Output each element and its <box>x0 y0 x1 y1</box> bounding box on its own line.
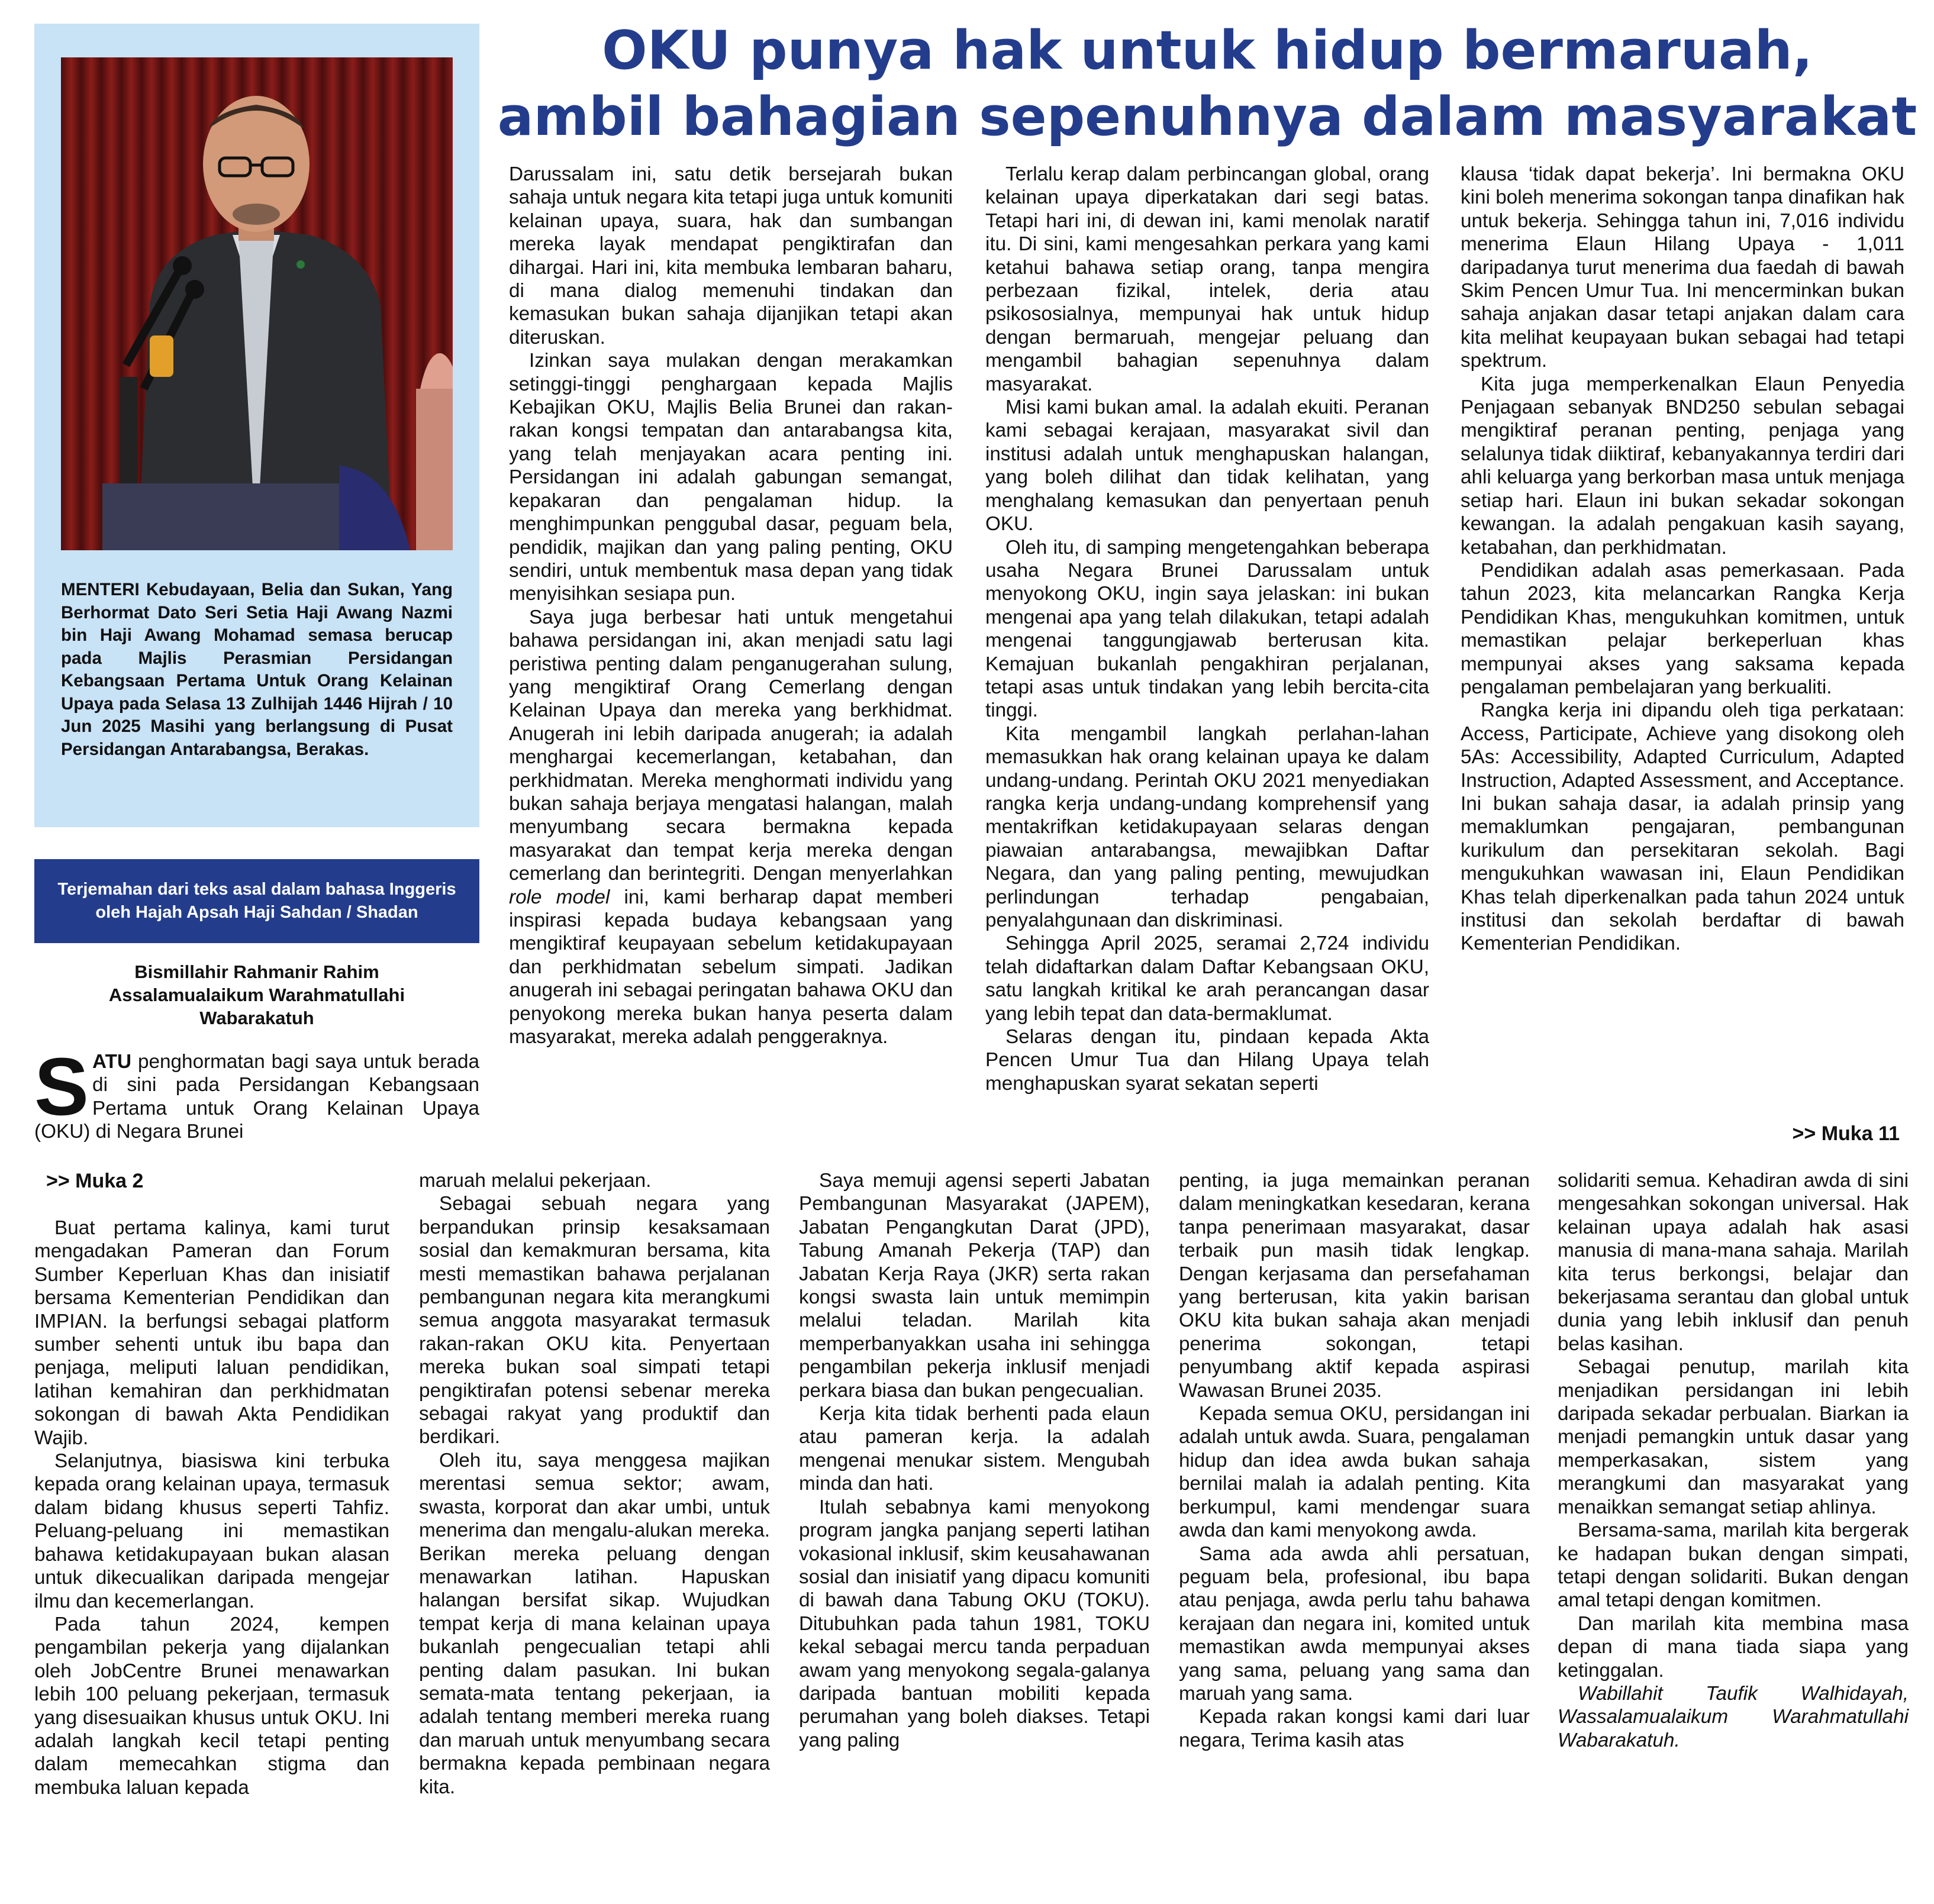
paragraph: Buat pertama kalinya, kami turut mengadakan Pameran dan Forum Sumber Keperluan Khas dan inisiatif bersama Kementerian Pendidikan dan IMPIAN. Ia berfungsi sebagai platform sumber sehenti untuk ibu bapa dan penjaga, meliputi laluan pendidikan, latihan kemahiran dan perkhidmatan sokongan di bawah Akta Pendidikan Wajib. <box>34 1217 389 1449</box>
paragraph <box>509 606 953 1049</box>
paragraph-part: Saya juga berbesar hati untuk mengetahui bahawa persidangan ini, akan menjadi satu lagi peristiwa penting dalam penganugerahan sulung, yang mengiktiraf Orang Cemerlang dengan Kelainan Upaya dan mereka yang berkhidmat. Anugerah ini lebih daripada anugerah; ia adalah menghargai kecemerlangan, ketabahan, dan perkhidmatan. Mereka menghormati individu yang bukan sahaja berjaya mengatasi halangan, malah menyumbang secara bermakna kepada masyarakat dan tempat kerja mereka dengan cemerlang dan berintegriti. Dengan menyerlahkan <box>509 606 953 885</box>
salutation <box>34 960 479 1030</box>
paragraph: Darussalam ini, satu detik bersejarah bukan sahaja untuk negara kita tetapi juga untuk komuniti kelainan upaya, suara, hak dan sumbangan mereka layak mendapat pengiktirafan dan dihargai. Hari ini, kita membuka lembaran baharu, di mana dialog memenuhi tindakan dan kemasukan bukan sahaja dijanjikan tetapi akan diteruskan. <box>509 163 953 348</box>
headline <box>497 18 1917 150</box>
intro-text <box>34 1041 479 1144</box>
bottom-column-2 <box>419 1169 770 1799</box>
paragraph: Izinkan saya mulakan dengan merakamkan setinggi-tinggi penghargaan kepada Majlis Kebajikan OKU, Majlis Belia Brunei dan rakan-rakan kongsi tempatan dan antarabangsa kita, yang telah menjayakan acara penting ini. Persidangan ini adalah gabungan semangat, kepakaran dan pengalaman hidup. Ia menghimpunkan penggubal dasar, peguam bela, pendidik, majikan dan yang paling penting, OKU sendiri, untuk membentuk masa depan yang tidak menyisihkan sesiapa pun. <box>509 350 953 605</box>
paragraph: Sebagai sebuah negara yang berpandukan prinsip kesaksamaan sosial dan kemakmuran bersama, kita mesti memastikan bahawa perjalanan pembangunan negara kita merangkumi semua anggota masyarakat termasuk rakan-rakan OKU kita. Penyertaan mereka bukan soal simpati tetapi pengiktirafan potensi sebenar mereka sebagai rakyat yang produktif dan berdikari. <box>419 1193 770 1448</box>
paragraph: Oleh itu, saya menggesa majikan merentasi semua sektor; awam, swasta, korporat dan akar umbi, untuk menerima dan mengalu-alukan mereka. Berikan mereka peluang dengan menawarkan latihan. Hapuskan halangan bersifat sikap. Wujudkan tempat kerja di mana kelainan upaya bukanlah pengecualian tetapi ahli penting dalam pasukan. Ini bukan semata-mata tentang pekerjaan, ia adalah tentang memberi mereka ruang dan maruah untuk menyumbang secara bermakna kepada pembinaan negara kita. <box>419 1449 770 1798</box>
intro-rest: penghormatan bagi saya untuk berada di sini pada Persidangan Kebangsaan Pertama untuk Orang Kelainan Upaya (OKU) di Negara Brunei <box>34 1051 479 1143</box>
paragraph: Kita mengambil langkah perlahan-lahan memasukkan hak orang kelainan upaya ke dalam undang-undang. Perintah OKU 2021 menyediakan rangka kerja undang-undang komprehensif yang mentakrifkan ketidakupayaan selaras dengan piawaian antarabangsa, mewajibkan Daftar Negara, dan yang paling penting, mewujudkan perlindungan terhadap pengabaian, penyalahgunaan dan diskriminasi. <box>985 722 1429 931</box>
paragraph: penting, ia juga memainkan peranan dalam meningkatkan kesedaran, kerana tanpa penerimaan masyarakat, dasar terbaik pun masih tidak lengkap. Dengan kerjasama dan persefahaman yang berterusan, kita yakin barisan OKU kita bukan sahaja akan menjadi penerima sokongan, tetapi penyumbang aktif kepada aspirasi Wawasan Brunei 2035. <box>1179 1170 1530 1402</box>
drop-cap: S <box>34 1041 89 1132</box>
paragraph: Dan marilah kita membina masa depan di mana tiada siapa yang ketinggalan. <box>1558 1612 1909 1682</box>
paragraph: Pada tahun 2024, kempen pengambilan pekerja yang dijalankan oleh JobCentre Brunei menawarkan lebih 100 peluang pekerjaan, termasuk yang disesuaikan khusus untuk OKU. Ini adalah langkah kecil tetapi penting dalam memecahkan stigma dan membuka laluan kepada <box>34 1613 389 1799</box>
paragraph: Kita juga memperkenalkan Elaun Penyedia Penjagaan sebanyak BND250 sebulan sebagai mengiktiraf peranan penting, penjaga yang selalunya tidak diiktiraf, kebanyakannya terdiri dari ahli keluarga yang berkorban masa untuk menjaga setiap hari. Elaun ini bukan sekadar sokongan kewangan. Ia adalah pengakuan kasih sayang, ketabahan, dan perkhidmatan. <box>1461 373 1904 559</box>
paragraph: Sehingga April 2025, seramai 2,724 individu telah didaftarkan dalam Daftar Kebangsaan OKU, satu langkah kritikal ke arah perancangan dasar yang lebih tepat dan data-bermaklumat. <box>985 932 1429 1025</box>
paragraph: Kepada semua OKU, persidangan ini adalah untuk awda. Suara, pengalaman hidup dan idea awda bukan sahaja bernilai malah ia adalah penting. Kita berkumpul, kami mendengar suara awda dan kami menyokong awda. <box>1179 1403 1530 1542</box>
bottom-column-5 <box>1558 1169 1909 1752</box>
paragraph: solidariti semua. Kehadiran awda di sini mengesahkan sokongan universal. Hak kelainan upaya adalah hak asasi manusia di mana-mana sahaja. Marilah kita terus berkongsi, belajar dan bekerjasama serantau dan global untuk dunia yang lebih inklusif dan penuh belas kasihan. <box>1558 1170 1909 1355</box>
top-column-2 <box>985 163 1429 1095</box>
bottom-column-1 <box>34 1216 389 1799</box>
paragraph-part: ini, kami berharap dapat memberi inspirasi kepada budaya kebangsaan yang mengiktiraf keupayaan sebelum ketidakupayaan dan perkhidmatan sebelum simpati. Jadikan anugerah ini sebagai peringatan bahawa OKU dan penyokong mereka bukan hanya peserta dalam masyarakat, mereka adalah penggeraknya. <box>509 886 953 1048</box>
jump-muka-11[interactable]: >> Muka 11 <box>1792 1122 1900 1145</box>
emphasis-role-model: role model <box>509 886 610 908</box>
intro-first-word: ATU <box>92 1051 132 1073</box>
minister-photo <box>61 57 453 550</box>
salutation-line-3: Wabarakatuh <box>199 1008 314 1028</box>
paragraph: Pendidikan adalah asas pemerkasaan. Pada tahun 2023, kita melancarkan Rangka Kerja Pendidikan Khas, mengukuhkan komitmen, untuk memastikan pelajar berkeperluan khas mempunyai akses yang saksama kepada pengalaman pembelajaran yang berkualiti. <box>1461 559 1904 698</box>
paragraph: maruah melalui pekerjaan. <box>419 1170 652 1192</box>
paragraph: klausa ‘tidak dapat bekerja’. Ini bermakna OKU kini boleh menerima sokongan tanpa dinafikan hak untuk bekerja. Sehingga tahun ini, 7,016 individu menerima Elaun Hilang Upaya - 1,011 daripadanya turut menerima dua faedah di bawah Skim Pencen Umur Tua. Ini mencerminkan bukan sahaja anjakan dasar tetapi anjakan dalam cara kita melihat keupayaan bukan sebagai had tetapi spektrum. <box>1461 163 1904 372</box>
salutation-line-2: Assalamualaikum Warahmatullahi <box>108 985 405 1005</box>
translation-note-box <box>34 859 479 943</box>
paragraph: Itulah sebabnya kami menyokong program jangka panjang seperti latihan vokasional inklusif, skim keusahawanan sosial dan inisiatif yang dipacu komuniti di bawah dana Tabung OKU (TOKU). Ditubuhkan pada tahun 1981, TOKU kekal sebagai mercu tanda perpaduan awam yang menyokong segala-galanya daripada bantuan mobiliti kepada perumahan yang boleh diakses. Tetapi yang paling <box>799 1496 1150 1751</box>
paragraph: Sebagai penutup, marilah kita menjadikan persidangan ini lebih daripada sekadar perbualan. Biarkan ia menjadi pemangkin untuk dasar yang memperkasakan, sistem yang merangkumi dan masyarakat yang menaikkan semangat setiap ahlinya. <box>1558 1356 1909 1518</box>
paragraph: Kerja kita tidak berhenti pada elaun atau pameran kerja. Ia adalah mengenai menukar sistem. Mengubah minda dan hati. <box>799 1403 1150 1495</box>
paragraph: Oleh itu, di samping mengetengahkan beberapa usaha Negara Brunei Darussalam untuk menyokong OKU, ingin saya jelaskan: ini bukan mengenai apa yang telah dilakukan, tetapi adalah mengenai tanggungjawab berterusan kita. Kemajuan bukanlah pengakhiran perjalanan, tetapi asas untuk tindakan yang lebih bercita-cita tinggi. <box>985 536 1429 722</box>
bottom-column-4 <box>1179 1169 1530 1752</box>
paragraph: Sama ada awda ahli persatuan, peguam bela, profesional, ibu bapa atau penjaga, awda perlu tahu bahawa kerajaan dan negara ini, komited untuk memastikan awda mempunyai akses yang sama, peluang yang sama dan maruah yang sama. <box>1179 1542 1530 1705</box>
top-column-1 <box>509 163 953 1048</box>
paragraph: Misi kami bukan amal. Ia adalah ekuiti. Peranan kami sebagai kerajaan, masyarakat sivil dan institusi adalah untuk menghapuskan halangan, yang boleh dilihat dan tidak kelihatan, yang menghalang kemasukan dan penyertaan penuh OKU. <box>985 396 1429 535</box>
paragraph: Selaras dengan itu, pindaan kepada Akta Pencen Umur Tua dan Hilang Upaya telah menghapuskan syarat sekatan seperti <box>985 1026 1429 1095</box>
intro-paragraph <box>34 1041 479 1144</box>
headline-line-2: ambil bahagian sepenuhnya dalam masyarakat <box>497 86 1917 148</box>
paragraph: Terlalu kerap dalam perbincangan global, orang kelainan upaya diperkatakan dari segi batas. Tetapi hari ini, di dewan ini, kami menolak naratif itu. Di sini, kami mengesahkan perkara yang kami ketahui bahawa setiap orang, tanpa mengira perbezaan fizikal, intelek, deria atau psikososialnya, mempunyai hak untuk hidup dengan bermaruah, mengejar peluang dan mengambil bahagian sepenuhnya dalam masyarakat. <box>985 163 1429 395</box>
photo-caption: MENTERI Kebudayaan, Belia dan Sukan, Yang Berhormat Dato Seri Setia Haji Awang Nazmi bin Haji Awang Mohamad semasa berucap pada Majlis Perasmian Persidangan Kebangsaan Pertama Untuk Orang Kelainan Upaya pada Selasa 13 Zulhijah 1446 Hijrah / 10 Jun 2025 Masihi yang berlangsung di Pusat Persidangan Antarabangsa, Berakas. <box>61 580 453 759</box>
headline-line-1: OKU punya hak untuk hidup bermaruah, <box>602 20 1813 82</box>
translation-note: Terjemahan dari teks asal dalam bahasa Inggeris oleh Hajah Apsah Haji Sahdan / Shadan <box>57 880 456 922</box>
top-column-3 <box>1461 163 1904 956</box>
jump-muka-2[interactable]: >> Muka 2 <box>46 1170 144 1192</box>
bottom-column-3 <box>799 1169 1150 1752</box>
paragraph: Rangka kerja ini dipandu oleh tiga perkataan: Access, Participate, Achieve yang disokong oleh 5As: Accessibility, Adapted Curriculum, Adapted Instruction, Adapted Assessment, and Acceptance. Ini bukan sahaja dasar, ia adalah prinsip yang memaklumkan pengajaran, pembangunan kurikulum dan persekitaran sekolah. Bagi mengukuhkan wawasan ini, Elaun Pendidikan Khas telah diperkenalkan pada tahun 2024 untuk institusi dan sekolah berdaftar di bawah Kementerian Pendidikan. <box>1461 699 1904 955</box>
paragraph: Bersama-sama, marilah kita bergerak ke hadapan bukan dengan simpati, tetapi dengan solidariti. Bukan dengan amal tetapi dengan komitmen. <box>1558 1519 1909 1612</box>
closing-salutation: Wabillahit Taufik Walhidayah, Wassalamualaikum Warahmatullahi Wabarakatuh. <box>1558 1682 1909 1751</box>
salutation-line-1: Bismillahir Rahmanir Rahim <box>134 961 379 982</box>
photo-illustration <box>61 57 453 550</box>
paragraph: Kepada rakan kongsi kami dari luar negara, Terima kasih atas <box>1179 1706 1530 1751</box>
paragraph: Selanjutnya, biasiswa kini terbuka kepada orang kelainan upaya, termasuk dalam bidang khusus seperti Tahfiz. Peluang-peluang ini memastikan bahawa ketidakupayaan bukan alasan untuk dikecualikan daripada mengejar ilmu dan kecemerlangan. <box>34 1450 389 1612</box>
paragraph: Saya memuji agensi seperti Jabatan Pembangunan Masyarakat (JAPEM), Jabatan Pengangkutan Darat (JPD), Tabung Amanah Pekerja (TAP) dan Jabatan Kerja Raya (JKR) serta rakan kongsi swasta lain untuk memimpin melalui teladan. Marilah kita memperbanyakkan usaha ini sehingga pengambilan pekerja inklusif menjadi perkara biasa dan bukan pengecualian. <box>799 1170 1150 1402</box>
